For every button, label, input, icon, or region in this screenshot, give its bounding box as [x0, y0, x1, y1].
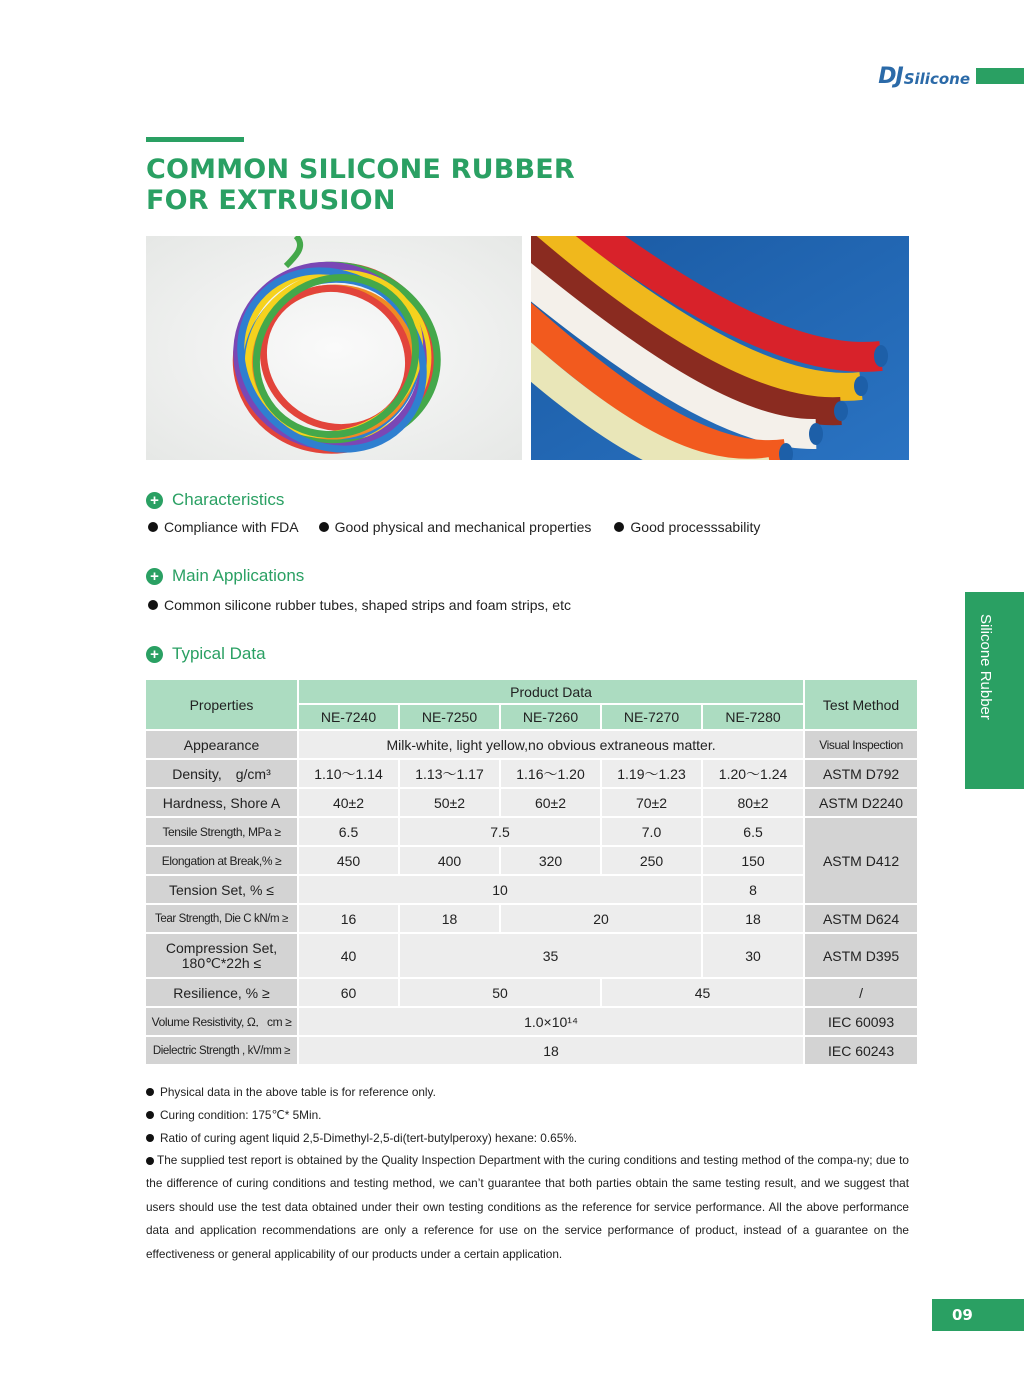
test-method-cell: ASTM D624: [805, 905, 917, 932]
bullet-icon: [148, 600, 158, 610]
table-cell: 10: [299, 876, 701, 903]
table-cell: 7.0: [602, 818, 701, 845]
property-label: Appearance: [146, 731, 297, 758]
table-cell: 7.5: [400, 818, 600, 845]
table-row: [146, 847, 917, 874]
table-cell: 18: [299, 1037, 803, 1064]
table-header-row: [146, 680, 917, 703]
table-cell: 6.5: [703, 818, 803, 845]
table-row: [146, 818, 917, 845]
table-cell: 1.10～1.14: [299, 760, 398, 787]
test-method-cell: IEC 60093: [805, 1008, 917, 1035]
table-row: [146, 731, 917, 758]
table-row: [146, 789, 917, 816]
header-product: NE-7280: [703, 705, 803, 729]
table-cell: 6.5: [299, 818, 398, 845]
header-properties: Properties: [146, 680, 297, 729]
test-method-cell: Visual Inspection: [805, 731, 917, 758]
characteristics-list: [148, 519, 760, 535]
table-cell: 60±2: [501, 789, 600, 816]
bullet-icon: [146, 1088, 154, 1096]
bullet-icon: [319, 522, 329, 532]
property-label: Tension Set, % ≤: [146, 876, 297, 903]
list-item: Good processsability: [614, 519, 760, 535]
table-cell: 30: [703, 934, 803, 977]
table-cell: 50±2: [400, 789, 499, 816]
header-test-method: Test Method: [805, 680, 917, 729]
header-product-data: Product Data: [299, 680, 803, 703]
applications-heading: [146, 566, 304, 586]
logo-dj-text: DJ: [878, 63, 903, 89]
table-cell: 8: [703, 876, 803, 903]
table-cell: 150: [703, 847, 803, 874]
table-cell: 60: [299, 979, 398, 1006]
list-item: Good physical and mechanical properties: [319, 519, 592, 535]
plus-circle-icon: +: [146, 646, 163, 663]
plus-circle-icon: +: [146, 568, 163, 585]
property-label: Tensile Strength, MPa ≥: [146, 818, 297, 845]
table-cell: 1.13～1.17: [400, 760, 499, 787]
table-cell: 40: [299, 934, 398, 977]
table-cell: 1.16～1.20: [501, 760, 600, 787]
plus-circle-icon: +: [146, 492, 163, 509]
header-product: NE-7270: [602, 705, 701, 729]
footnote-item: Physical data in the above table is for reference only.: [146, 1080, 909, 1103]
table-row: [146, 979, 917, 1006]
typical-data-title: Typical Data: [172, 644, 266, 663]
bullet-icon: [614, 522, 624, 532]
title-rule: [146, 137, 244, 142]
table-cell: 320: [501, 847, 600, 874]
photo-coiled-silicone-tubes: [146, 236, 522, 460]
test-method-cell: /: [805, 979, 917, 1006]
table-cell: 80±2: [703, 789, 803, 816]
test-method-cell: ASTM D395: [805, 934, 917, 977]
table-cell: 250: [602, 847, 701, 874]
bullet-icon: [146, 1157, 154, 1165]
footnote-item: Curing condition: 175℃* 5Min.: [146, 1103, 909, 1126]
logo-green-bar: [976, 68, 1024, 84]
brand-logo: [878, 62, 1024, 90]
table-cell: 1.19～1.23: [602, 760, 701, 787]
table-row: [146, 1037, 917, 1064]
applications-list: [148, 597, 571, 613]
footnote-item: Ratio of curing agent liquid 2,5-Dimethyl-2,5-di(tert-butylperoxy) hexane: 0.65%.: [146, 1126, 909, 1149]
page-title-line-2: FOR EXTRUSION: [146, 185, 396, 216]
table-row: [146, 934, 917, 977]
table-row: [146, 905, 917, 932]
page-title-line-1: COMMON SILICONE RUBBER: [146, 154, 575, 185]
header-product: NE-7240: [299, 705, 398, 729]
photo-silicone-tube-ends: [531, 236, 909, 460]
bullet-icon: [146, 1111, 154, 1119]
table-cell: 450: [299, 847, 398, 874]
test-method-cell: IEC 60243: [805, 1037, 917, 1064]
table-cell: 1.0×10¹⁴: [299, 1008, 803, 1035]
table-cell: 70±2: [602, 789, 701, 816]
test-method-cell: ASTM D2240: [805, 789, 917, 816]
test-method-cell: ASTM D412: [805, 818, 917, 903]
list-item: Compliance with FDA: [148, 519, 299, 535]
applications-title: Main Applications: [172, 566, 305, 585]
logo-silicone-text: Silicone: [903, 70, 970, 88]
bullet-icon: [146, 1134, 154, 1142]
header-product: NE-7260: [501, 705, 600, 729]
table-cell: 20: [501, 905, 701, 932]
table-cell: 400: [400, 847, 499, 874]
property-label: Hardness, Shore A: [146, 789, 297, 816]
page-title: [146, 154, 575, 216]
property-label-line-1: Compression Set,: [165, 939, 278, 956]
property-label: Resilience, % ≥: [146, 979, 297, 1006]
table-cell: 1.20～1.24: [703, 760, 803, 787]
property-label: Dielectric Strength , kV/mm ≥: [146, 1037, 297, 1064]
property-label: Tear Strength, Die C kN/m ≥: [146, 905, 297, 932]
typical-data-table: [144, 678, 919, 1066]
characteristics-title: Characteristics: [172, 490, 285, 509]
table-cell: 40±2: [299, 789, 398, 816]
bullet-icon: [148, 522, 158, 532]
footnotes: [146, 1080, 909, 1266]
table-cell: 45: [602, 979, 803, 1006]
table-row: [146, 876, 917, 903]
property-label: [146, 934, 297, 977]
property-label: Elongation at Break,% ≥: [146, 847, 297, 874]
table-row: [146, 760, 917, 787]
page-number: 09: [932, 1299, 1024, 1331]
property-label-line-2: 180℃*22h ≤: [181, 954, 262, 971]
characteristics-heading: [146, 490, 284, 510]
side-tab-label: Silicone Rubber: [977, 614, 994, 720]
test-method-cell: ASTM D792: [805, 760, 917, 787]
table-cell: 35: [400, 934, 701, 977]
table-cell: Milk-white, light yellow,no obvious extraneous matter.: [299, 731, 803, 758]
table-cell: 50: [400, 979, 600, 1006]
list-item: Common silicone rubber tubes, shaped strips and foam strips, etc: [148, 597, 571, 613]
typical-data-heading: [146, 644, 266, 664]
property-label: Density, g/cm³: [146, 760, 297, 787]
table-cell: 18: [400, 905, 499, 932]
section-side-tab: [965, 592, 1024, 789]
table-row: [146, 1008, 917, 1035]
disclaimer-paragraph: The supplied test report is obtained by the Quality Inspection Department with the curing conditions and testing method of the compa-ny; due to the difference of curing conditions and testing method, we can’t guarantee that both parties obtain the same testing result, and we suggest that users should use the test data obtained under their own testing conditions as the reference for service performance. All the above performance data and application recommendations are only a reference for use on the service performance of product, instead of a guarantee on the effectiveness or general applicability of our products under a certain application.: [146, 1153, 909, 1261]
table-cell: 18: [703, 905, 803, 932]
property-label: Volume Resistivity, Ω．cm ≥: [146, 1008, 297, 1035]
header-product: NE-7250: [400, 705, 499, 729]
table-cell: 16: [299, 905, 398, 932]
